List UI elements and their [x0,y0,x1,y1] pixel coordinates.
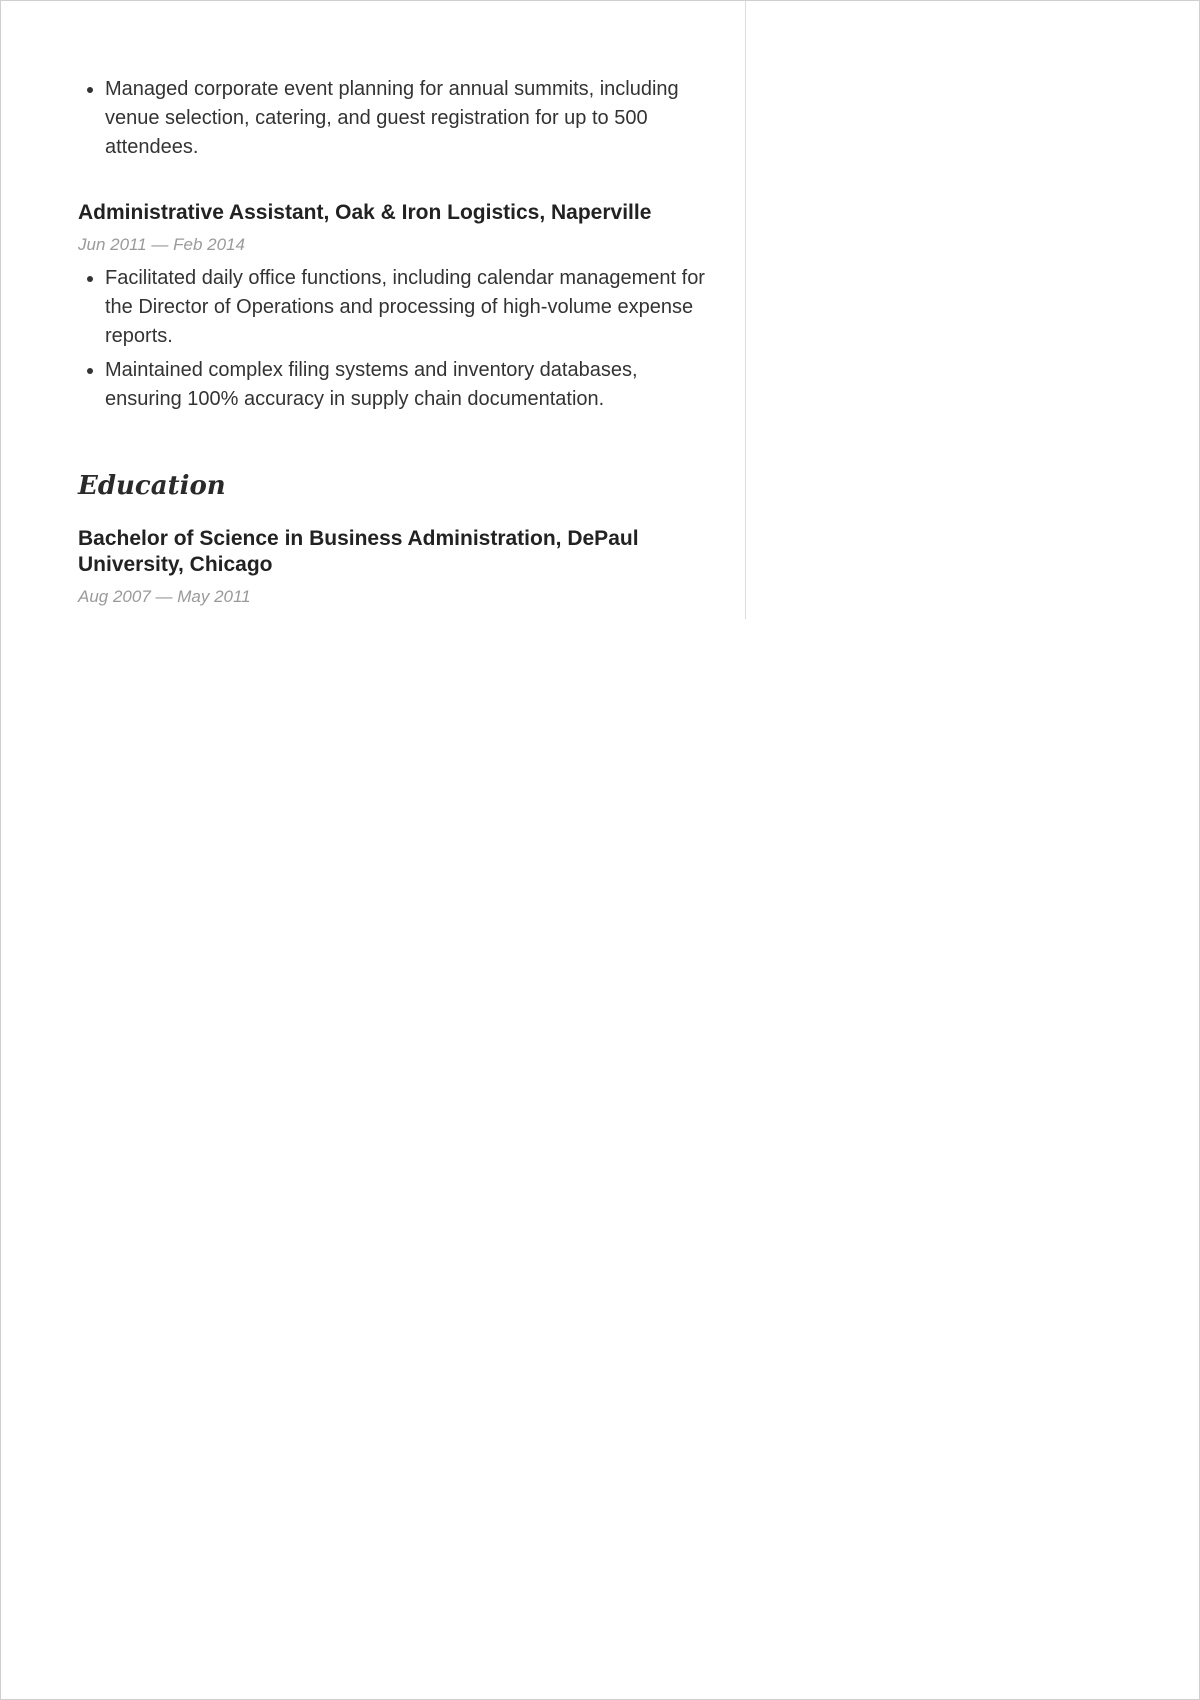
list-item: • Facilitated daily office functions, including calendar management for the Director of Operations and processing of high-volume expense reports. [105,264,718,351]
main-column [78,75,718,616]
list-item: • Managed corporate event planning for annual summits, including venue selection, catering, and guest registration for up to 500 attendees. [105,75,718,162]
job-entry [78,200,718,414]
job-title: Administrative Assistant, Oak & Iron Logistics, Naperville [78,201,652,224]
previous-job-bullets [78,75,718,162]
column-divider [745,1,746,619]
education-dates: Aug 2007 — May 2011 [78,587,251,606]
education-entry [78,526,718,607]
list-item: • Maintained complex filing systems and inventory databases, ensuring 100% accuracy in supply chain documentation. [105,356,718,414]
job-dates: Jun 2011 — Feb 2014 [78,235,245,254]
education-heading: Education [78,471,226,501]
degree-title: Bachelor of Science in Business Administration, DePaul University, Chicago [78,527,639,576]
job-bullets [78,264,718,414]
